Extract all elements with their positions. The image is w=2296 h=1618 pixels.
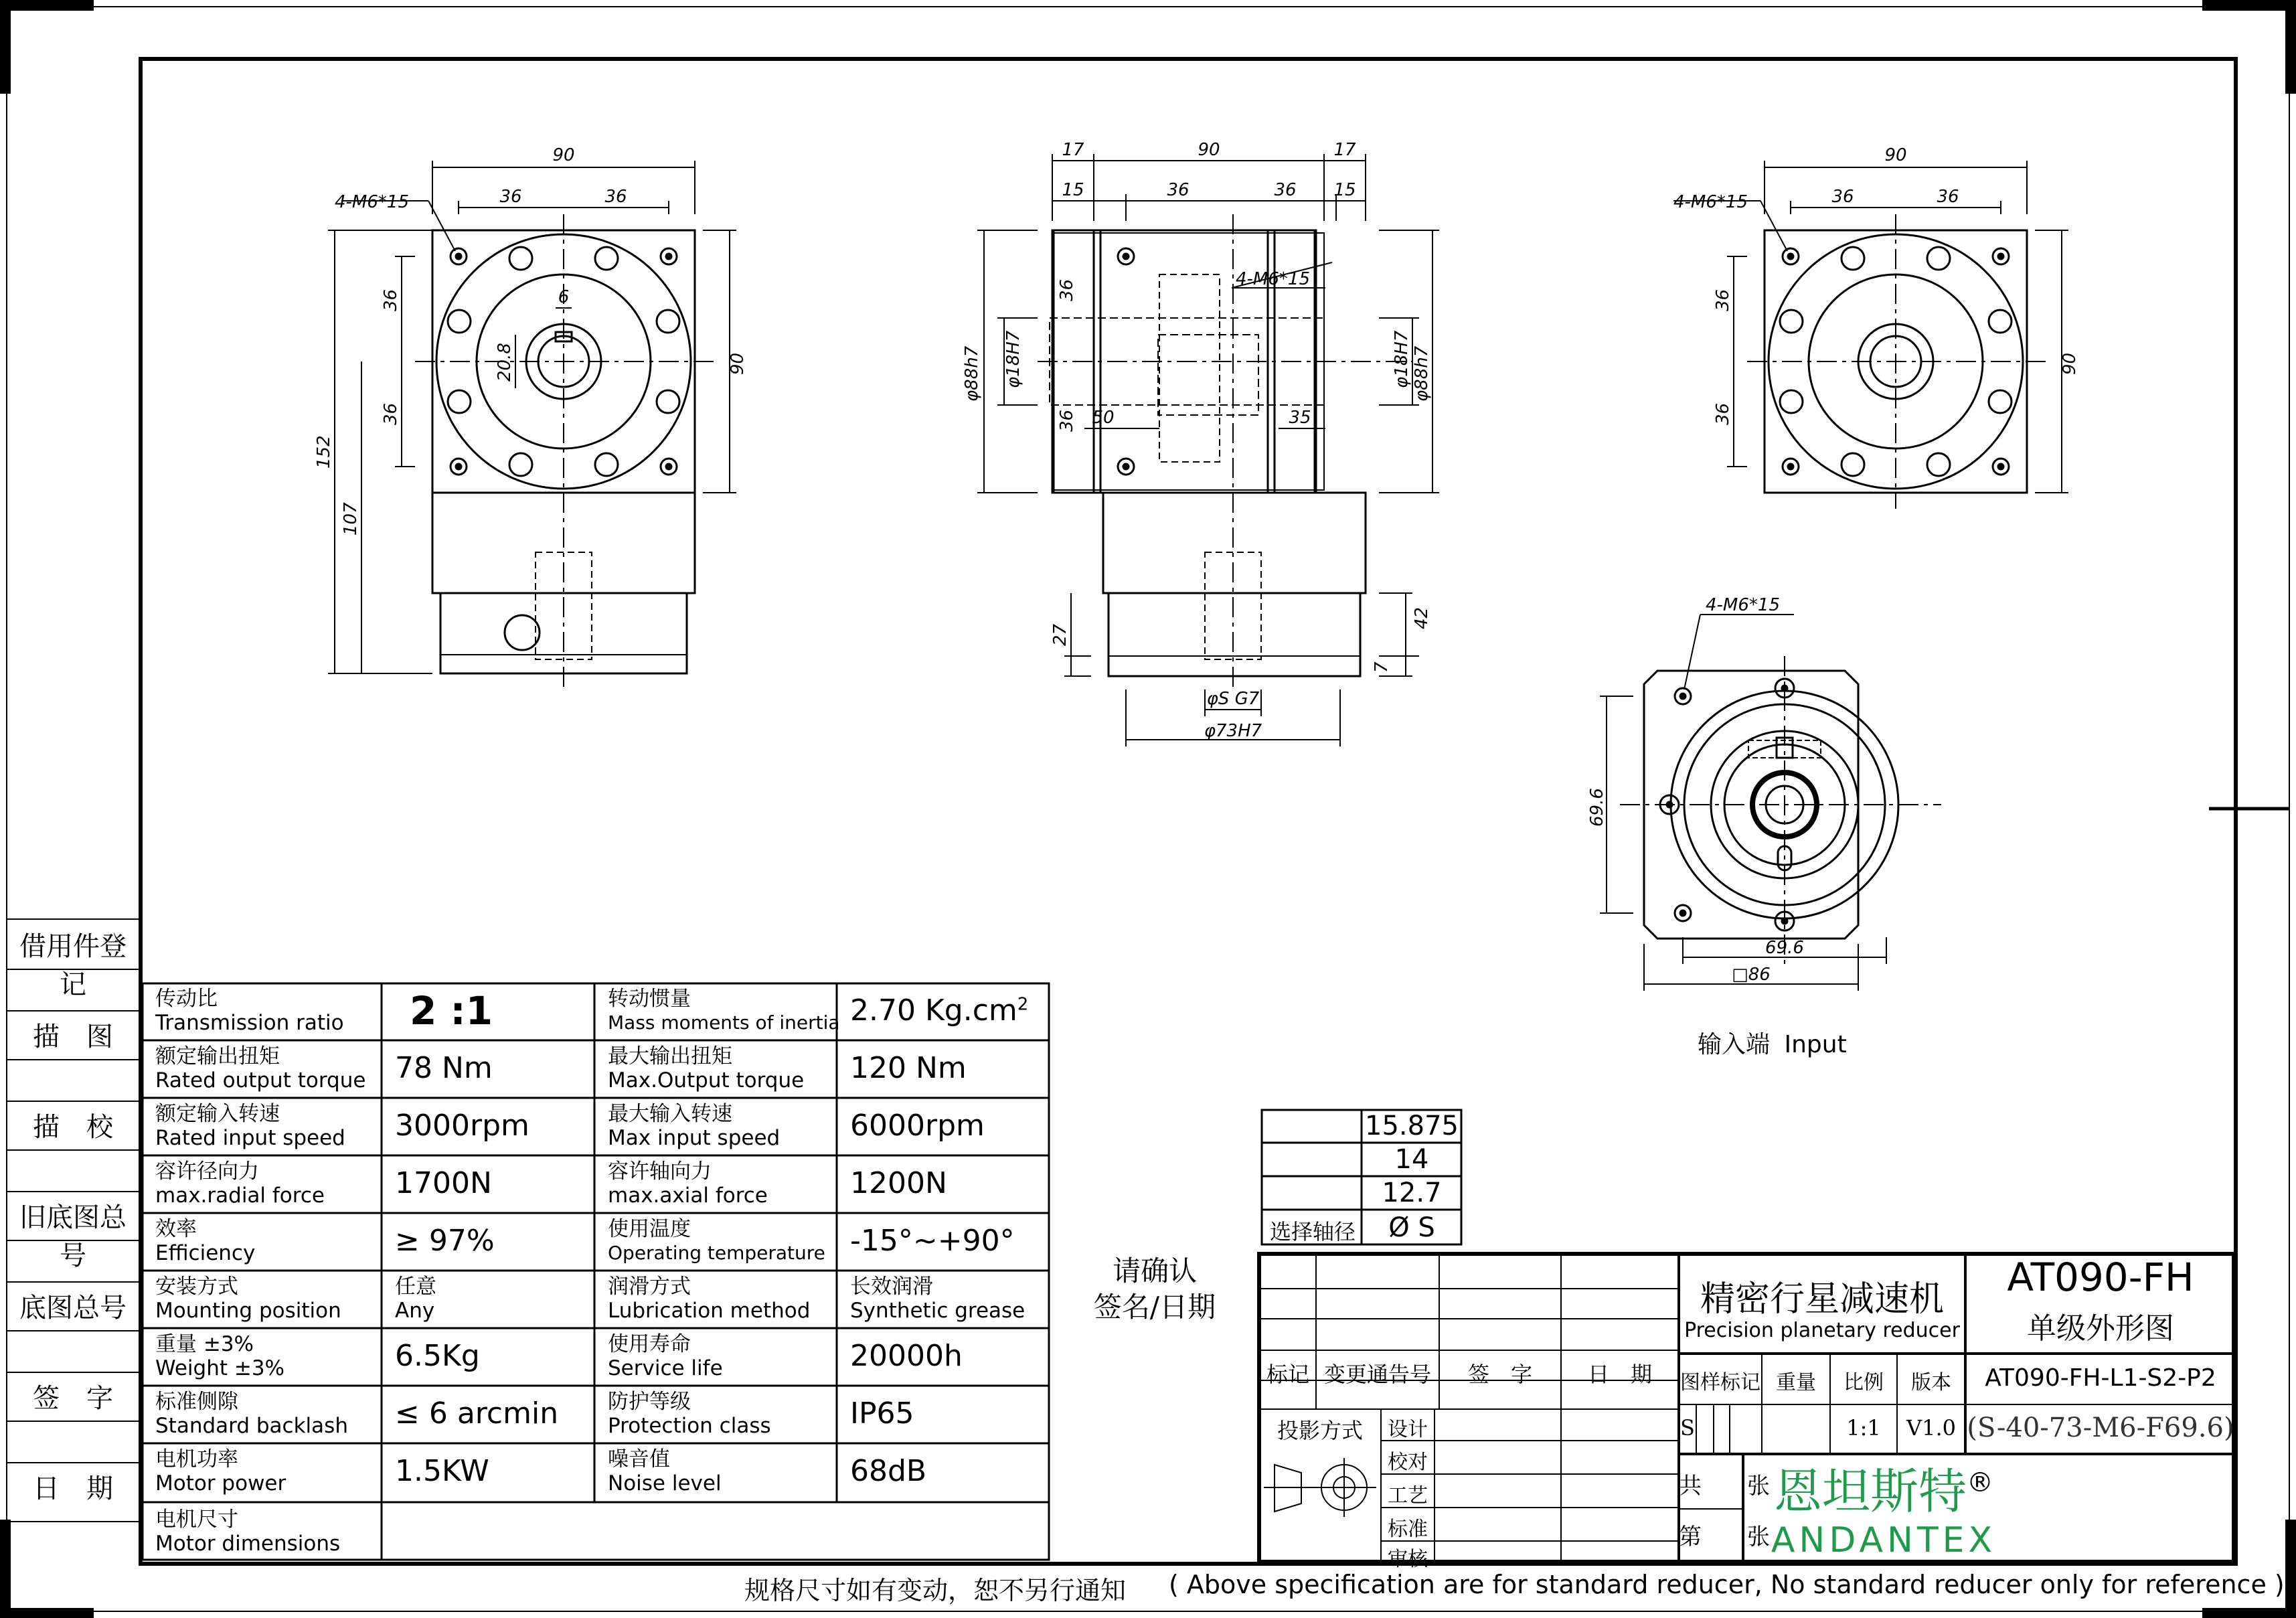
- dim-36-left: 36: [499, 187, 522, 207]
- spec-label-en: Protection class: [608, 1414, 771, 1438]
- spec-value-en: Synthetic grease: [850, 1299, 1026, 1323]
- mark-value: S: [1680, 1415, 1695, 1441]
- dim-73h7: φ73H7: [1204, 721, 1262, 741]
- spec-label-cn: 传动比: [155, 987, 218, 1011]
- spec-value: 120 Nm: [850, 1051, 967, 1085]
- spec-label-en: Max.Output torque: [608, 1068, 805, 1093]
- dim-36-right: 36: [604, 187, 627, 207]
- spec-label-en: Efficiency: [155, 1241, 256, 1265]
- spec-value: 6000rpm: [850, 1109, 985, 1143]
- rev-header-signature: 签 字: [1467, 1362, 1532, 1387]
- shaft-value-15875: 15.875: [1365, 1111, 1459, 1141]
- spec-label-en: Lubrication method: [608, 1299, 811, 1323]
- spec-label-cn: 使用温度: [608, 1217, 691, 1241]
- dim-side-36a: 36: [1713, 289, 1733, 311]
- spec-value: ≤ 6 arcmin: [395, 1396, 559, 1431]
- dim-width-90: 90: [552, 145, 575, 165]
- confirm-line1: 请确认: [1112, 1255, 1197, 1287]
- spec-value: 3000rpm: [395, 1109, 529, 1143]
- spec-label-en: Mounting position: [155, 1299, 341, 1323]
- confirm-line2: 签名/日期: [1093, 1291, 1216, 1323]
- spec-value: 68dB: [850, 1454, 927, 1488]
- spec-value-superscript: 2: [1017, 994, 1029, 1015]
- spec-value: ≥ 97%: [395, 1224, 495, 1258]
- spec-label-cn: 额定输入转速: [155, 1102, 280, 1126]
- rev-header-notice: 变更通告号: [1323, 1362, 1431, 1387]
- shaft-label: 选择轴径: [1269, 1219, 1356, 1244]
- scale-value: 1:1: [1846, 1415, 1881, 1441]
- spec-label-en: Rated output torque: [155, 1068, 366, 1093]
- col-label-mark: 图样标记: [1680, 1371, 1760, 1394]
- dim-36-b: 36: [1274, 180, 1297, 200]
- view-motor-flange: [1587, 589, 1941, 1004]
- spec-code: (S-40-73-M6-F69.6): [1967, 1412, 2234, 1443]
- col-label-weight: 重量: [1776, 1371, 1816, 1394]
- spec-label-cn: 转动惯量: [608, 987, 691, 1011]
- side-label-date: 日 期: [33, 1473, 113, 1504]
- dim-7: 7: [1372, 661, 1392, 673]
- side-label-old-drawing-no: 旧底图总号: [19, 1202, 127, 1271]
- spec-label-cn: 最大输入转速: [608, 1102, 732, 1126]
- role-approve: 审核: [1388, 1548, 1428, 1571]
- projection-label: 投影方式: [1277, 1418, 1363, 1443]
- spec-label-en: Standard backlash: [155, 1414, 348, 1438]
- role-check: 校对: [1388, 1451, 1428, 1474]
- rev-header-date: 日 期: [1587, 1362, 1652, 1387]
- dim-17-left: 17: [1062, 140, 1084, 160]
- spec-label-cn: 标准侧隙: [155, 1390, 238, 1414]
- sheet-number: 第 张: [1679, 1524, 1770, 1550]
- spec-table: [142, 983, 1050, 1560]
- spec-label-cn: 最大输出扭矩: [608, 1044, 732, 1068]
- hole-note: 4-M6*15: [1236, 269, 1310, 289]
- col-label-scale: 比例: [1843, 1371, 1884, 1394]
- shaft-table: [1261, 1109, 1462, 1245]
- view-side: [951, 134, 1473, 763]
- spec-label-en: Mass moments of inertia: [608, 1012, 840, 1034]
- company-name-en: ANDANTEX: [1771, 1520, 1997, 1560]
- dim-shaft-s: φS G7: [1206, 689, 1260, 709]
- dim-42: 42: [1412, 606, 1432, 629]
- part-number: AT090-FH-L1-S2-P2: [1985, 1364, 2216, 1392]
- dim-side-36b: 36: [381, 402, 401, 425]
- dim-18h7-right: φ18H7: [1392, 330, 1412, 388]
- spec-label-en: Max input speed: [608, 1126, 781, 1150]
- rev-header-mark: 标记: [1266, 1362, 1309, 1387]
- spec-label-cn: 噪音值: [608, 1447, 670, 1471]
- spec-label-en: max.radial force: [155, 1184, 325, 1208]
- spec-value: IP65: [850, 1396, 914, 1431]
- shaft-value-s: Ø S: [1388, 1212, 1435, 1243]
- projection-symbol-icon: [1264, 1458, 1376, 1517]
- spec-label-en: Motor dimensions: [155, 1532, 341, 1556]
- input-caption: [1698, 1026, 1847, 1060]
- spec-value: 1.5KW: [395, 1454, 489, 1488]
- dim-top-90: 90: [1198, 140, 1220, 160]
- dim-36-a: 36: [1167, 180, 1190, 200]
- spec-value-text: 2.70 Kg.cm: [850, 993, 1017, 1028]
- spec-value: [850, 993, 1048, 1028]
- side-label-trace: 描 图: [33, 1022, 113, 1052]
- dim-height-152: 152: [314, 435, 334, 469]
- spec-label-en: Transmission ratio: [155, 1011, 344, 1035]
- dim-36-c: 36: [1057, 278, 1077, 301]
- spec-label-en: Service life: [608, 1356, 723, 1380]
- hole-note: 4-M6*15: [1706, 595, 1780, 615]
- dim-width-90: 90: [1884, 145, 1907, 165]
- shaft-value-127: 12.7: [1382, 1178, 1442, 1208]
- dim-27: 27: [1050, 623, 1070, 646]
- hole-note: 4-M6*15: [335, 192, 409, 212]
- spec-label-en: Noise level: [608, 1471, 722, 1495]
- dim-height-107: 107: [341, 502, 361, 536]
- dim-88h7-right: φ88h7: [1412, 345, 1432, 402]
- spec-label-en: max.axial force: [608, 1184, 768, 1208]
- spec-label-cn: 容许轴向力: [608, 1159, 712, 1184]
- model-title: AT090-FH: [2007, 1255, 2194, 1300]
- spec-label-cn: 重量 ±3%: [155, 1332, 254, 1356]
- dim-side-36a: 36: [381, 289, 401, 311]
- spec-value: 20000h: [850, 1339, 963, 1373]
- hole-note: 4-M6*15: [1673, 192, 1748, 212]
- dim-88h7-left: φ88h7: [962, 345, 982, 402]
- dim-15-left: 15: [1062, 180, 1084, 200]
- dim-side-36b: 36: [1713, 402, 1733, 425]
- spec-value-cn: 任意: [395, 1275, 436, 1299]
- total-sheets: 共 张: [1679, 1473, 1770, 1500]
- spec-label-cn: 使用寿命: [608, 1332, 691, 1356]
- product-name-en: Precision planetary reducer: [1684, 1319, 1960, 1342]
- dim-36-d: 36: [1057, 409, 1077, 432]
- role-standard: 标准: [1388, 1518, 1428, 1541]
- spec-value: 1200N: [850, 1166, 947, 1200]
- confirm-note: [1064, 1253, 1245, 1325]
- footer-note-cn: 规格尺寸如有变动，恕不另行通知: [744, 1576, 1127, 1605]
- product-name-cn: 精密行星减速机: [1700, 1279, 1944, 1319]
- spec-label-cn: 效率: [155, 1217, 197, 1241]
- dim-square-86: □86: [1732, 965, 1771, 985]
- view-input-flange: [1627, 134, 2109, 509]
- dim-18h7-left: φ18H7: [1003, 330, 1023, 388]
- dim-35: 35: [1289, 408, 1311, 428]
- dim-36-right: 36: [1937, 187, 1959, 207]
- side-label-signature: 签 字: [33, 1383, 113, 1414]
- registered-mark: ®: [1967, 1467, 1993, 1498]
- version-value: V1.0: [1906, 1415, 1956, 1441]
- dim-69-6-horizontal: 69.6: [1765, 938, 1804, 958]
- role-process: 工艺: [1388, 1484, 1428, 1508]
- spec-label-cn: 容许径向力: [155, 1159, 259, 1184]
- spec-value: 2 :1: [410, 988, 493, 1034]
- title-block: [1257, 1252, 2236, 1571]
- dim-69-6-vertical: 69.6: [1587, 788, 1607, 827]
- drawing-type: 单级外形图: [2027, 1311, 2174, 1346]
- dim-right-90: 90: [728, 352, 748, 375]
- side-label-trace-check: 描 校: [33, 1112, 113, 1143]
- dim-50: 50: [1092, 408, 1115, 428]
- input-caption-cn: 输入端: [1698, 1031, 1771, 1058]
- input-caption-en: Input: [1784, 1031, 1847, 1058]
- view-output-flange: [295, 134, 776, 710]
- spec-label-en: Weight ±3%: [155, 1356, 285, 1380]
- dim-right-90: 90: [2060, 352, 2080, 375]
- spec-value: -15°~+90°: [850, 1224, 1015, 1258]
- spec-label-cn: 电机尺寸: [155, 1508, 238, 1532]
- side-label-borrow: 借用件登记: [19, 931, 127, 1000]
- footer-note-en: ( Above specification are for standard reducer, No standard reducer only for reference ): [1169, 1570, 2285, 1599]
- spec-value: 1700N: [395, 1166, 492, 1200]
- spec-value: 6.5Kg: [395, 1339, 480, 1373]
- spec-label-en: Rated input speed: [155, 1126, 345, 1150]
- shaft-value-14: 14: [1394, 1144, 1429, 1175]
- spec-value-en: Any: [395, 1299, 435, 1323]
- spec-label-en: Motor power: [155, 1471, 286, 1495]
- spec-label-cn: 安装方式: [155, 1275, 238, 1299]
- dim-36-left: 36: [1831, 187, 1854, 207]
- spec-label-en: Operating temperature: [608, 1242, 825, 1264]
- dim-bore: 20.8: [495, 343, 515, 382]
- col-label-version: 版本: [1911, 1371, 1951, 1394]
- spec-label-cn: 额定输出扭矩: [155, 1044, 280, 1068]
- company-logo: [1750, 1453, 2018, 1559]
- side-label-drawing-no: 底图总号: [19, 1293, 127, 1323]
- dim-key-width: 6: [558, 287, 570, 307]
- spec-value: 78 Nm: [395, 1051, 493, 1085]
- spec-label-cn: 电机功率: [155, 1447, 238, 1471]
- spec-value-cn: 长效润滑: [850, 1275, 933, 1299]
- dim-15-right: 15: [1333, 180, 1356, 200]
- spec-label-cn: 润滑方式: [608, 1275, 691, 1299]
- company-name-cn: 恩坦斯特: [1773, 1463, 1967, 1520]
- spec-label-cn: 防护等级: [608, 1390, 691, 1414]
- role-design: 设计: [1388, 1418, 1428, 1441]
- dim-17-right: 17: [1333, 140, 1356, 160]
